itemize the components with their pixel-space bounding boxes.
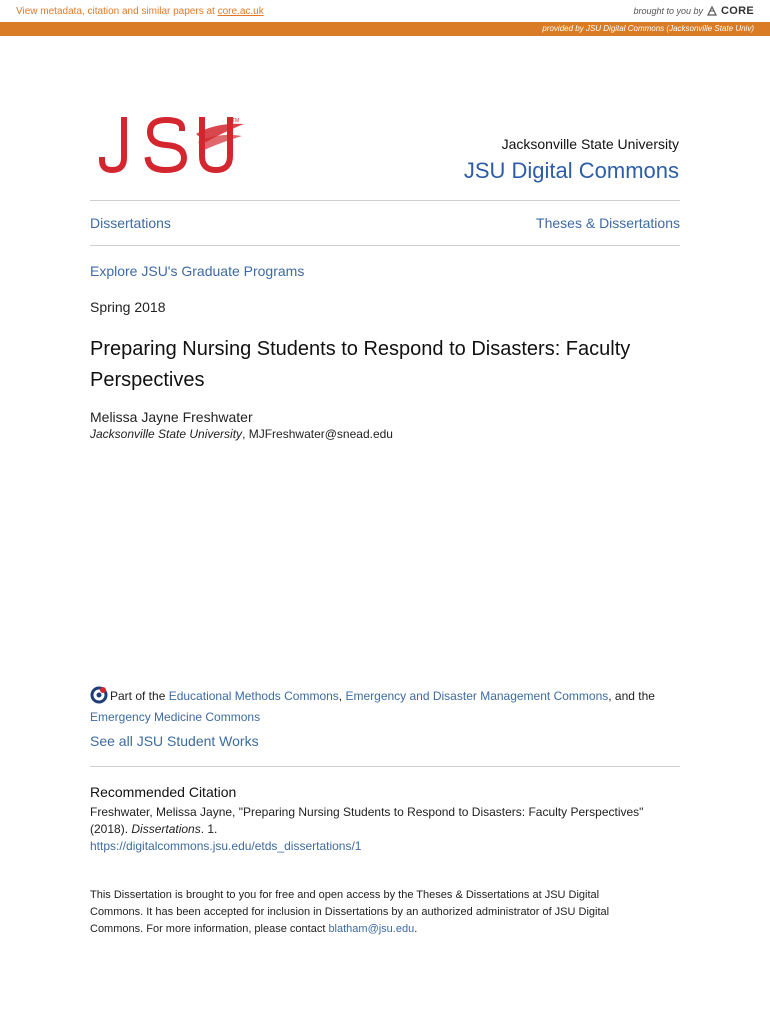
access-statement xyxy=(90,887,650,938)
author-email: , MJFreshwater@snead.edu xyxy=(242,427,393,441)
citation-series: Dissertations xyxy=(131,822,201,836)
emergency-medicine-link[interactable]: Emergency Medicine Commons xyxy=(90,710,261,724)
citation-heading: Recommended Citation xyxy=(90,784,237,800)
contact-email-link[interactable]: blatham@jsu.edu xyxy=(328,923,415,935)
educational-methods-link[interactable]: Educational Methods Commons xyxy=(168,689,339,703)
collection-links xyxy=(90,215,680,231)
author-name: Melissa Jayne Freshwater xyxy=(90,409,253,425)
core-provided-bar xyxy=(0,22,770,36)
part-of-prefix: Part of the xyxy=(110,689,169,703)
core-banner xyxy=(0,0,770,22)
divider xyxy=(90,766,680,767)
core-brought-by xyxy=(633,5,754,17)
core-logo[interactable]: CORE xyxy=(721,5,754,17)
divider xyxy=(90,200,680,201)
core-link[interactable]: core.ac.uk xyxy=(217,6,264,17)
citation-number: . 1. xyxy=(200,822,218,836)
access-end: . xyxy=(414,923,418,935)
core-metadata-text: View metadata, citation and similar papers at xyxy=(16,6,215,17)
jsu-logo[interactable] xyxy=(98,114,246,176)
access-text: This Dissertation is brought to you for free and open access by the Theses & Dissertations at JSU Digital Commons. It has been accepted for inclusion in Dissertations by an authorized administrator of JSU Digital Commons. For more information, please contact xyxy=(90,889,610,935)
paper-title: Preparing Nursing Students to Respond to Disasters: Faculty Perspectives xyxy=(90,338,631,391)
theses-dissertations-link[interactable]: Theses & Dissertations xyxy=(536,215,680,231)
affiliation-institution: Jacksonville State University xyxy=(90,427,243,441)
part-of-commons xyxy=(90,686,682,728)
core-brought-text: brought to you by xyxy=(633,6,704,16)
explore-programs-link[interactable]: Explore JSU's Graduate Programs xyxy=(90,263,305,279)
core-metadata-line xyxy=(16,6,264,17)
svg-text:TM: TM xyxy=(232,118,240,124)
see-all-works-link[interactable]: See all JSU Student Works xyxy=(90,733,259,749)
network-icon xyxy=(90,686,108,704)
separator: , xyxy=(338,689,346,703)
publication-date: Spring 2018 xyxy=(90,299,166,315)
citation-url-link[interactable]: https://digitalcommons.jsu.edu/etds_dissertations/1 xyxy=(90,839,362,853)
separator: , and the xyxy=(608,689,655,703)
core-provided-text: provided by JSU Digital Commons (Jacksonville State Univ) xyxy=(542,24,754,33)
core-logo-icon xyxy=(706,5,718,17)
divider xyxy=(90,245,680,246)
institution-name: Jacksonville State University xyxy=(501,136,679,152)
dissertations-link[interactable]: Dissertations xyxy=(90,215,171,231)
emergency-disaster-management-link[interactable]: Emergency and Disaster Management Commons xyxy=(345,689,609,703)
citation-text-block xyxy=(90,804,680,855)
site-title-link[interactable]: JSU Digital Commons xyxy=(463,158,679,183)
author-affiliation xyxy=(90,427,393,441)
citation-text: Freshwater, Melissa Jayne, "Preparing Nursing Students to Respond to Disasters: Faculty Perspectives" (2018). xyxy=(90,805,644,836)
